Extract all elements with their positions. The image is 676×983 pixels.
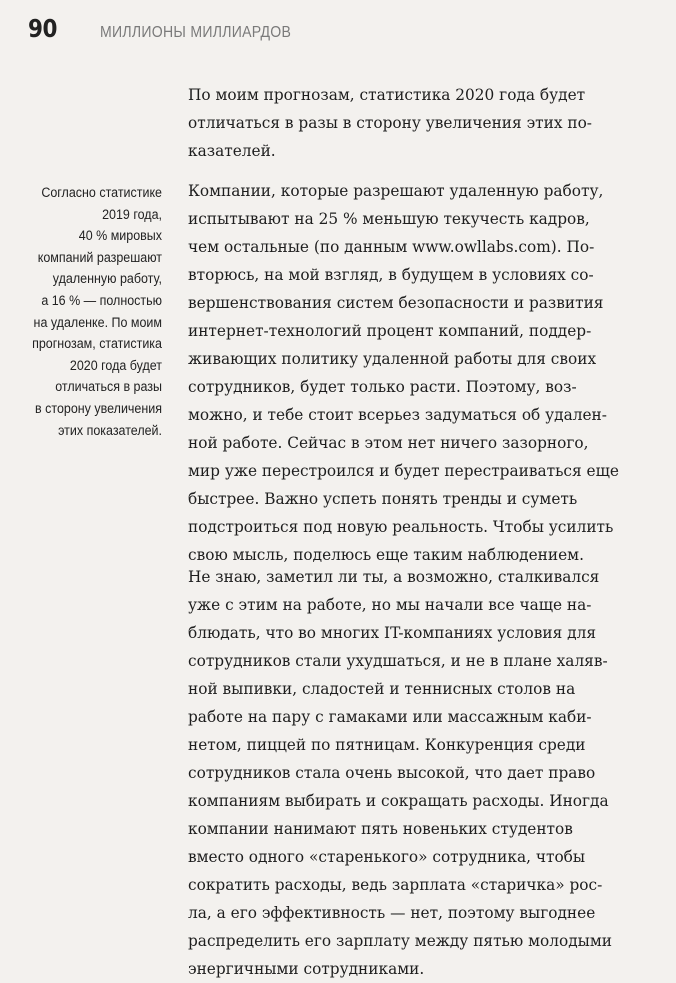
- text-line: Компании, которые разрешают удаленную работу,: [188, 181, 604, 200]
- sidebar-note-line: 40 % мировых: [78, 228, 162, 245]
- text-line: чем остальные (по данным www.owllabs.com). По-: [188, 237, 595, 256]
- text-line: вторюсь, на мой взгляд, в будущем в условиях со-: [188, 265, 594, 284]
- text-line: сотрудников стала очень высокой, что дает право: [188, 763, 596, 782]
- paragraph-remote-work: [188, 177, 662, 569]
- sidebar-note-line: 2019 года,: [102, 206, 162, 223]
- text-line: энергичными сотрудниками.: [188, 959, 425, 978]
- text-line: сократить расходы, ведь зарплата «старичка» рос-: [188, 875, 603, 894]
- text-line: компаниям выбирать и сокращать расходы. Иногда: [188, 791, 609, 810]
- text-line: ной работе. Сейчас в этом нет ничего зазорного,: [188, 433, 589, 452]
- text-line: быстрее. Важно успеть понять тренды и суметь: [188, 489, 578, 508]
- running-head: [28, 14, 317, 46]
- sidebar-note-line: а 16 % — полностью: [41, 292, 162, 309]
- text-line: отличаться в разы в сторону увеличения этих по-: [188, 113, 592, 132]
- text-line: интернет-технологий процент компаний, поддер-: [188, 321, 592, 340]
- page-number: 90: [28, 14, 58, 43]
- text-line: испытывают на 25 % меньшую текучесть кадров,: [188, 209, 590, 228]
- text-line: нетом, пиццей по пятницам. Конкуренция среди: [188, 735, 586, 754]
- text-line: ла, а его эффективность — нет, поэтому выгоднее: [188, 903, 596, 922]
- text-line: ной выпивки, сладостей и теннисных столов на: [188, 679, 576, 698]
- sidebar-note-line: прогнозам, статистика: [32, 336, 162, 353]
- sidebar-note-line: удаленную работу,: [52, 271, 162, 288]
- text-line: сотрудников, будет только расти. Поэтому, воз-: [188, 377, 577, 396]
- paragraph-it-companies: [188, 563, 662, 983]
- text-line: вместо одного «старенького» сотрудника, чтобы: [188, 847, 586, 866]
- text-line: подстроиться под новую реальность. Чтобы усилить: [188, 517, 614, 536]
- sidebar-note-line: на удаленке. По моим: [33, 314, 162, 331]
- text-line: работе на пару с гамаками или массажным каби-: [188, 707, 592, 726]
- sidebar-note: [8, 183, 162, 442]
- sidebar-note-line: в сторону увеличения: [35, 400, 162, 417]
- text-line: сотрудников стали ухудшаться, и не в плане халяв-: [188, 651, 608, 670]
- text-line: свою мысль, поделюсь еще таким наблюдением.: [188, 545, 584, 564]
- sidebar-note-line: компаний разрешают: [37, 249, 162, 266]
- sidebar-note-line: 2020 года будет: [69, 357, 162, 374]
- text-line: мир уже перестроился и будет перестраиваться еще: [188, 461, 619, 480]
- sidebar-note-line: отличаться в разы: [55, 379, 162, 396]
- text-line: компании нанимают пять новеньких студентов: [188, 819, 573, 838]
- text-line: казателей.: [188, 141, 276, 160]
- sidebar-note-line: этих показателей.: [58, 422, 162, 439]
- text-line: живающих политику удаленной работы для своих: [188, 349, 597, 368]
- text-line: По моим прогнозам, статистика 2020 года будет: [188, 85, 586, 104]
- sidebar-note-line: Согласно статистике: [41, 185, 162, 201]
- text-line: уже с этим на работе, но мы начали все чаще на-: [188, 595, 592, 614]
- text-line: вершенствования систем безопасности и развития: [188, 293, 604, 312]
- text-line: распределить его зарплату между пятью молодыми: [188, 931, 613, 950]
- text-line: блюдать, что во многих IT-компаниях условия для: [188, 623, 597, 642]
- text-line: Не знаю, заметил ли ты, а возможно, сталкивался: [188, 567, 600, 586]
- text-line: можно, и тебе стоит всерьез задуматься об удален-: [188, 405, 607, 424]
- paragraph-forecast: [188, 81, 662, 165]
- book-title: МИЛЛИОНЫ МИЛЛИАРДОВ: [99, 24, 291, 41]
